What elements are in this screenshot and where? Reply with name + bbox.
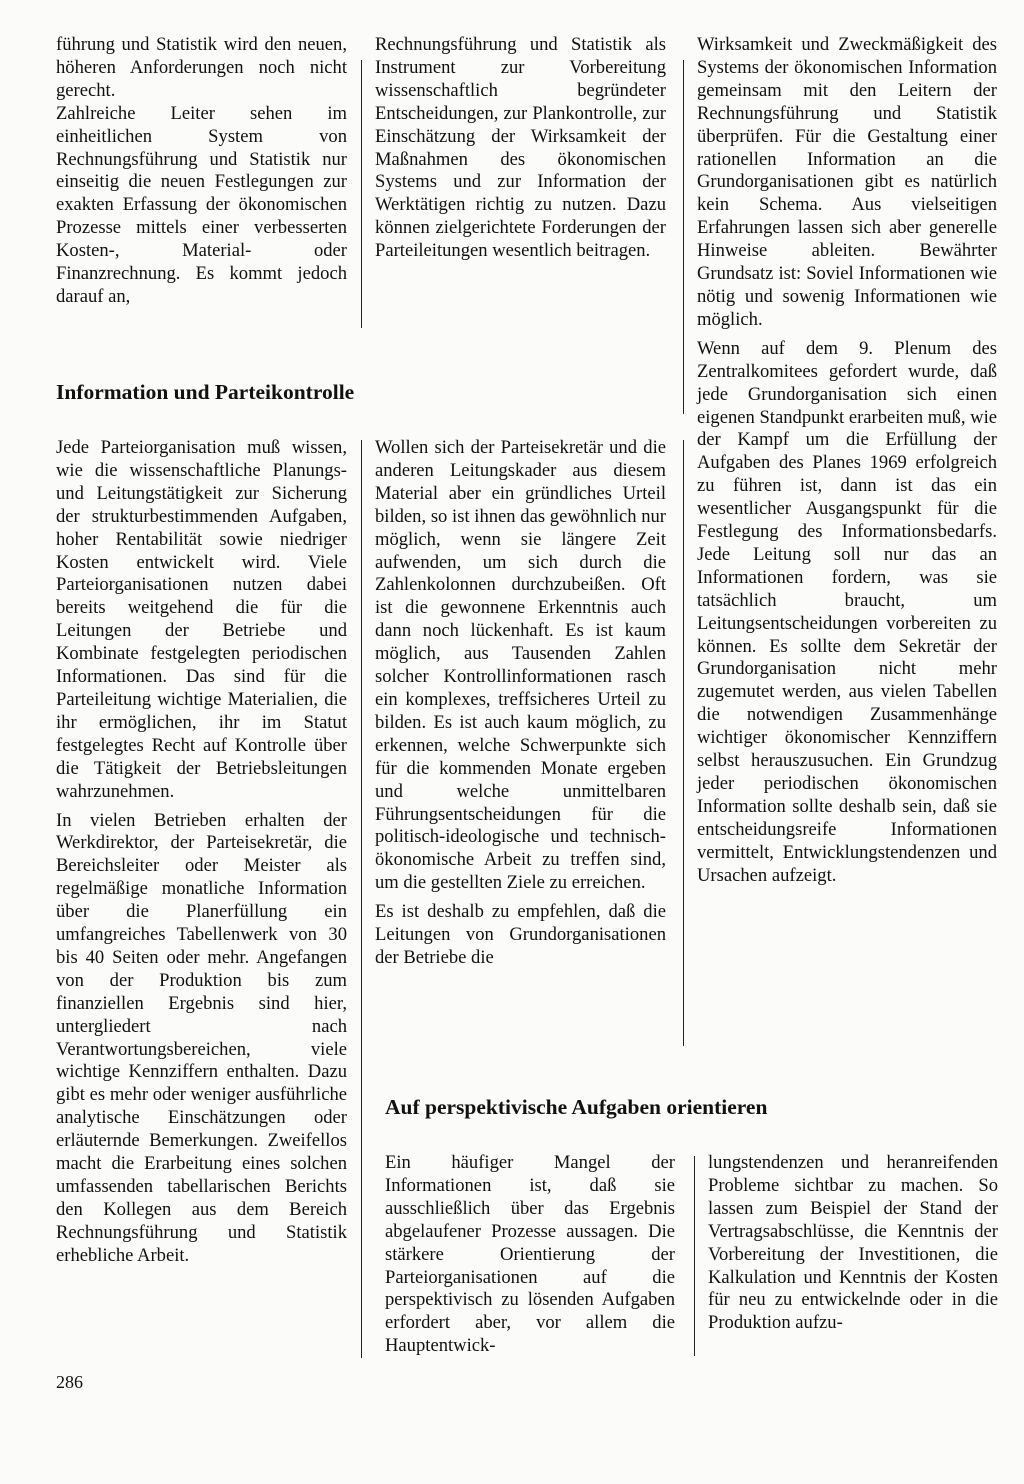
right-column (697, 34, 997, 888)
section-heading: Information und Parteikontrolle (56, 380, 355, 404)
paragraph: Zahlreiche Leiter sehen im einheitlichen System von Rechnungsführung und Statistik nur einseitig die neuen Festlegungen zur exakten Erfassung der ökonomischen Prozesse mittels einer verbesserten Kosten-, Material- oder Finanzrechnung. Es kommt jedoch darauf an, (56, 102, 347, 307)
top-column-1 (56, 34, 347, 309)
paragraph: Es ist deshalb zu empfehlen, daß die Leitungen von Grundorganisationen der Betriebe die (375, 901, 666, 968)
column-rule (694, 1156, 695, 1356)
paragraph: lungstendenzen und heranreifenden Probleme sichtbar zu machen. So lassen zum Beispiel der Stand der Vertragsabschlüsse, die Kenntnis der Vorbereitung der Investitionen, die Kalkulation und Kenntnis der Kosten für neu zu entwickelnde oder in die Produktion aufzu- (708, 1152, 998, 1334)
paragraph: führung und Statistik wird den neuen, höheren Anforderungen noch nicht gerecht. (56, 34, 347, 101)
section-heading: Auf perspektivische Aufgaben orientieren (385, 1095, 768, 1119)
column-rule (683, 60, 684, 414)
paragraph: Jede Parteiorganisation muß wissen, wie die wissenschaftliche Planungs- und Leitungstätigkeit zur Sicherung der strukturbestimmenden Aufgaben, hoher Rentabilität sowie niedriger Kosten entwickelt wird. Viele Parteiorganisationen nutzen dabei bereits weitgehend die für die Leitungen der Betriebe und Kombinate festgelegten periodischen Informationen. Das sind für die Parteileitung wichtige Materialien, die ihr ermöglichen, ihr im Statut festgelegtes Recht auf Kontrolle über die Tätigkeit der Betriebsleitungen wahrzunehmen. (56, 437, 347, 802)
column-rule (361, 60, 362, 328)
paragraph: Ein häufiger Mangel der Informationen ist, daß sie ausschließlich über das Ergebnis abgelaufener Prozesse aussagen. Die stärkere Orientierung der Parteiorganisationen auf die perspektivisch zu lösenden Aufgaben erfordert aber, vor allem die Hauptentwick- (385, 1152, 675, 1357)
column-rule (683, 440, 684, 1046)
section2-column-2 (385, 1152, 675, 1358)
top-column-2 (375, 34, 666, 263)
section1-column-1 (56, 437, 347, 1268)
section1-column-2 (375, 437, 666, 970)
column-rule (361, 440, 362, 1358)
paragraph: Wenn auf dem 9. Plenum des Zentralkomitees gefordert wurde, daß jede Grundorganisation sich einen eigenen Standpunkt erarbeiten muß, wie der Kampf um die Erfüllung der Aufgaben des Planes 1969 erfolgreich zu führen ist, dann ist das ein wesentlicher Ausgangspunkt für die Festlegung des Informationsbedarfs. Jede Leitung soll nur das an Informationen fordern, was sie tatsächlich braucht, um Leitungsentscheidungen vorbereiten zu können. Es sollte dem Sekretär der Grundorganisation nicht mehr zugemutet werden, aus vielen Tabellen die notwendigen Zusammenhänge wichtiger ökonomischer Kennziffern selbst herauszusuchen. Ein Grundzug jeder periodischen ökonomischen Information sollte deshalb sein, daß sie entscheidungsreife Informationen vermittelt, Entwicklungstendenzen und Ursachen aufzeigt. (697, 337, 997, 886)
paragraph: Wirksamkeit und Zweckmäßigkeit des Systems der ökonomischen Information gemeinsam mit den Leitern der Rechnungsführung und Statistik überprüfen. Für die Gestaltung einer rationellen Information an die Grundorganisationen gibt es natürlich kein Schema. Aus vielseitigen Erfahrungen lassen sich aber generelle Hinweise ableiten. Bewährter Grundsatz ist: Soviel Informationen wie nötig und sowenig Informationen wie möglich. (697, 34, 997, 330)
paragraph: Rechnungsführung und Statistik als Instrument zur Vorbereitung wissenschaftlich begründeter Entscheidungen, zur Plankontrolle, zur Einschätzung der Wirksamkeit der Maßnahmen des ökonomischen Systems und zur Information der Werktätigen richtig zu nutzen. Dazu können zielgerichtete Forderungen der Parteileitungen wesentlich beitragen. (375, 34, 666, 262)
paragraph: In vielen Betrieben erhalten der Werkdirektor, der Parteisekretär, die Bereichsleiter oder Meister als regelmäßige monatliche Information über die Planerfüllung ein umfangreiches Tabellenwerk von 30 bis 40 Seiten oder mehr. Angefangen von der Produktion bis zum finanziellen Ergebnis sind hier, untergliedert nach Verantwortungsbereichen, viele wichtige Kennziffern enthalten. Dazu gibt es mehr oder weniger ausführliche analytische Einschätzungen oder erläuternde Bemerkungen. Zweifellos macht die Erarbeitung eines solchen umfassenden tabellarischen Berichts den Kollegen aus dem Bereich Rechnungsführung und Statistik erhebliche Arbeit. (56, 809, 347, 1266)
paragraph: Wollen sich der Parteisekretär und die anderen Leitungskader aus diesem Material aber ein gründliches Urteil bilden, so ist ihnen das gewöhnlich nur möglich, wenn sie längere Zeit aufwenden, um sich durch die Zahlenkolonnen durchzubeißen. Oft ist die gewonnene Erkenntnis auch dann noch lückenhaft. Es ist kaum möglich, aus Tausenden Zahlen solcher Kontrollinformationen rasch ein komplexes, treffsicheres Urteil zu bilden. Es ist auch kaum möglich, zu erkennen, welche Schwerpunkte sich für die kommenden Monate ergeben und welche unmittelbaren Führungsentscheidungen für die politisch-ideologische und technisch-ökonomische Arbeit zu treffen sind, um die gestellten Ziele zu erreichen. (375, 437, 666, 894)
section2-column-3 (708, 1152, 998, 1335)
page-number: 286 (56, 1372, 83, 1392)
